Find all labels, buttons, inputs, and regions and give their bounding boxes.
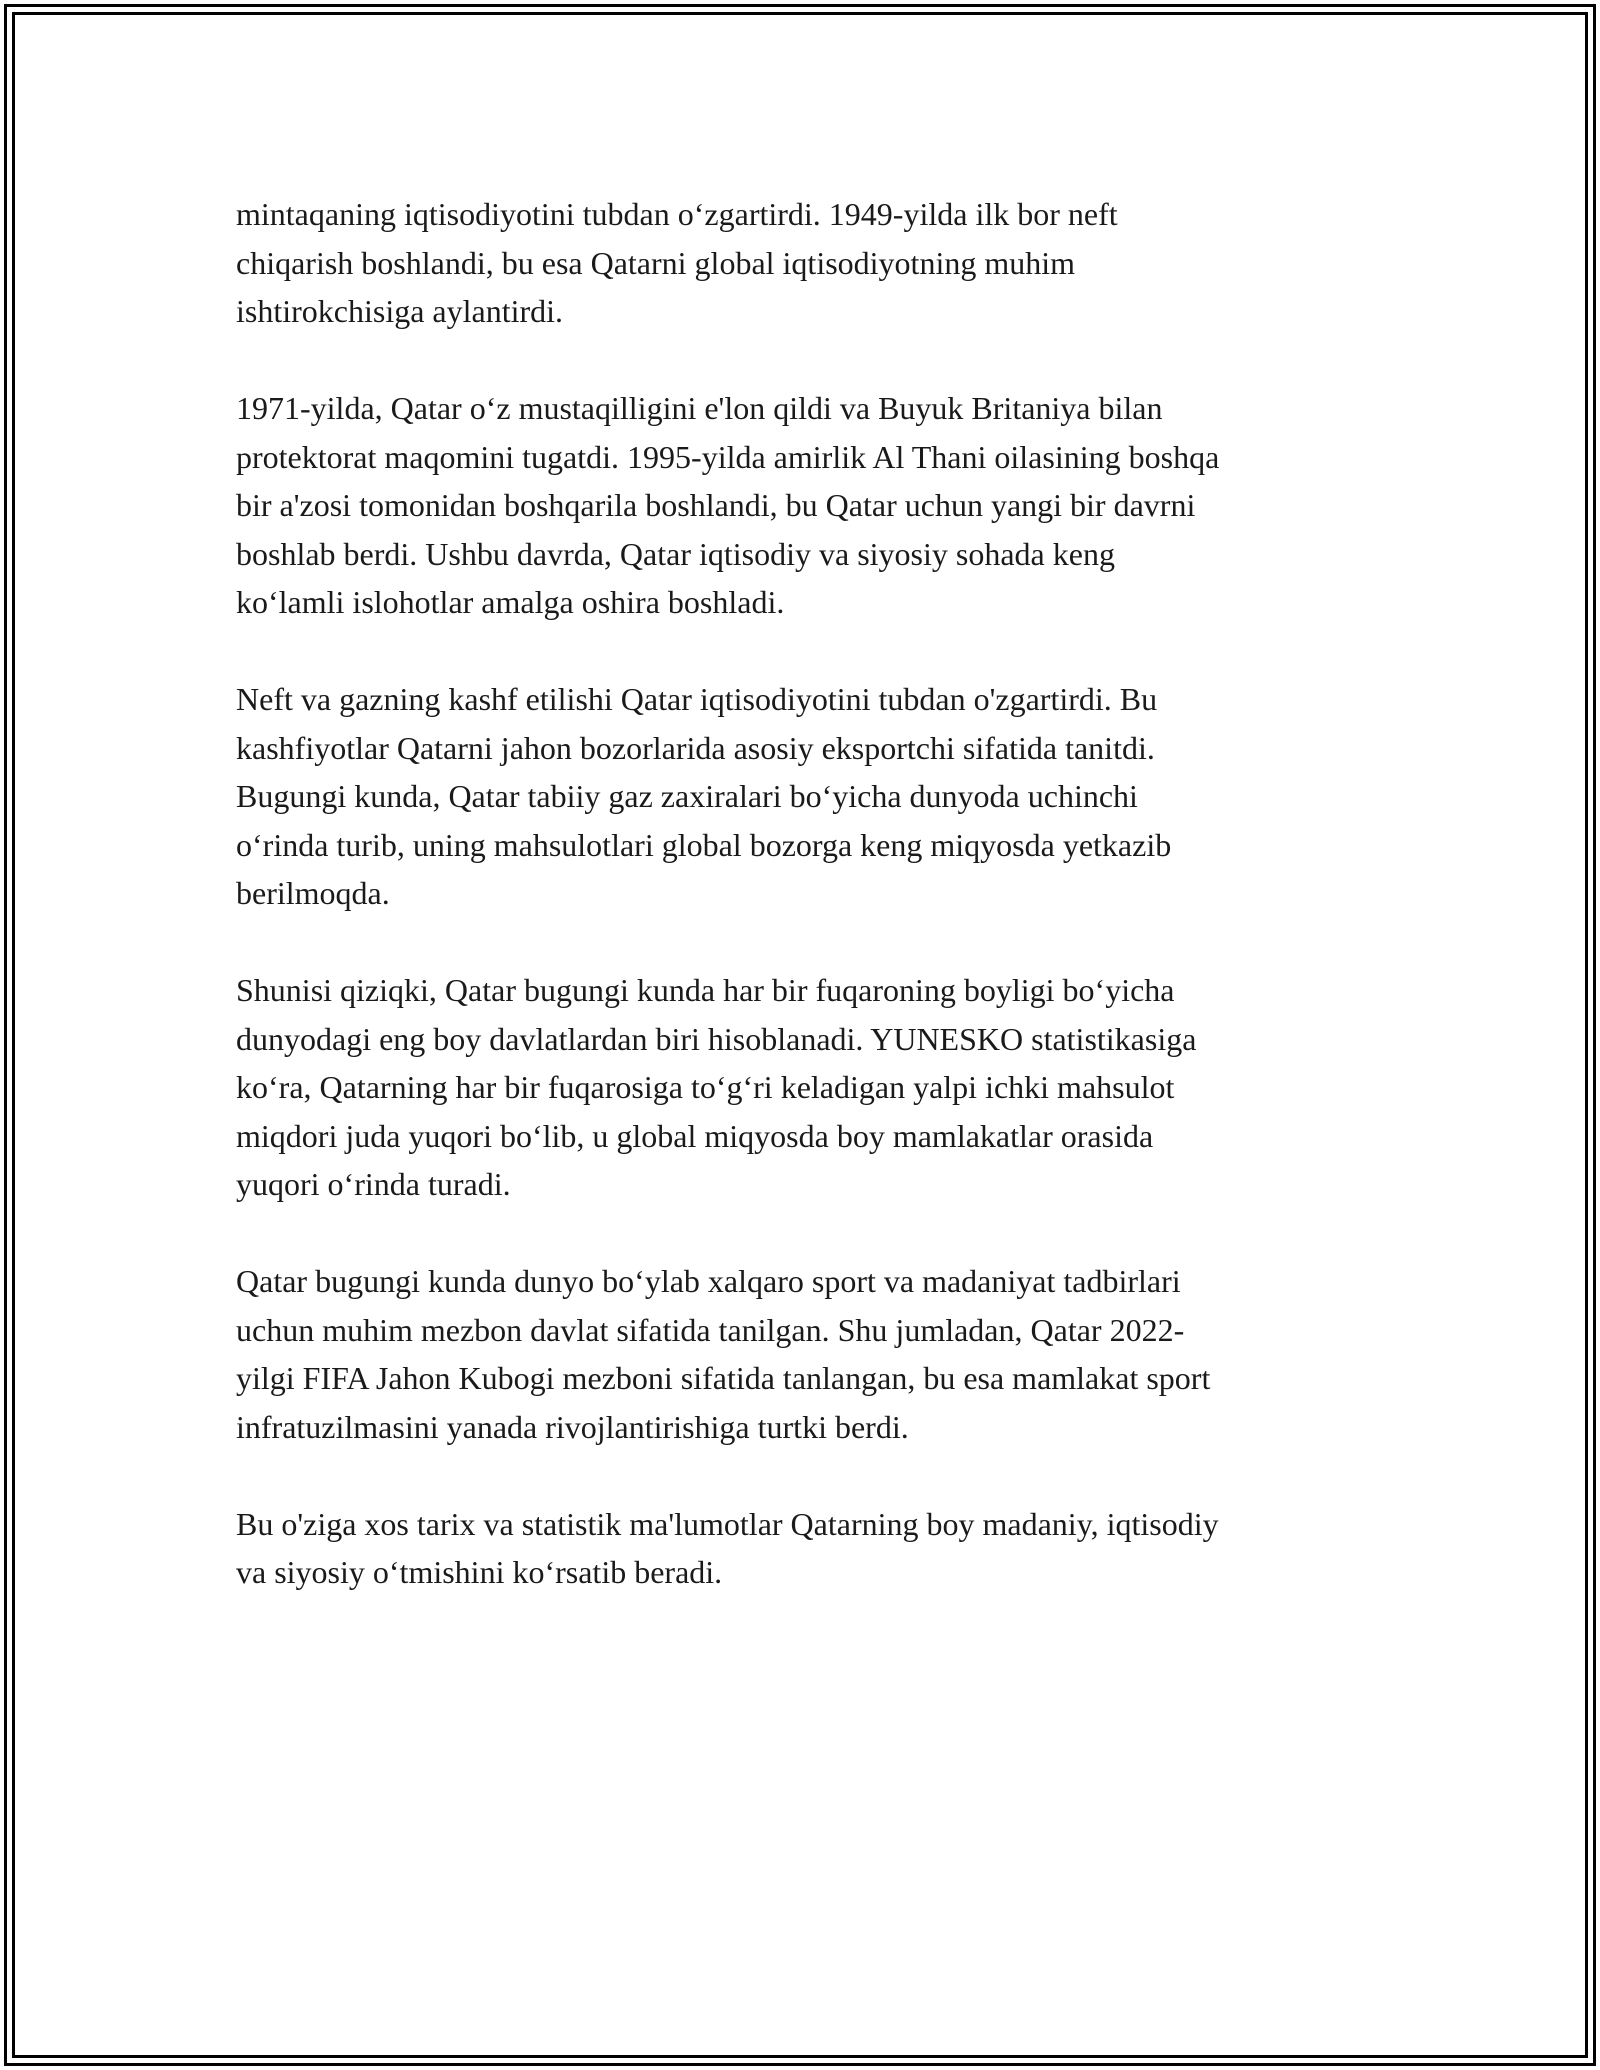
text-line: va siyosiy o‘tmishini ko‘rsatib beradi. [236, 1554, 723, 1590]
text-line: kashfiyotlar Qatarni jahon bozorlarida asosiy eksportchi sifatida tanitdi. [236, 729, 1155, 766]
paragraph-2 [236, 384, 1396, 627]
text-line: bir a'zosi tomonidan boshqarila boshlandi, bu Qatar uchun yangi bir davrni [236, 487, 1196, 523]
text-line: berilmoqda. [236, 875, 390, 911]
text-line: infratuzilmasini yanada rivojlantirishiga turtki berdi. [236, 1408, 909, 1445]
document-body [236, 190, 1396, 1645]
text-line: ko‘ra, Qatarning har bir fuqarosiga to‘g‘ri keladigan yalpi ichki mahsulot [236, 1069, 1175, 1105]
text-line: ishtirokchisiga aylantirdi. [236, 293, 564, 329]
paragraph-1 [236, 190, 1396, 336]
text-line: boshlab berdi. Ushbu davrda, Qatar iqtisodiy va siyosiy sohada keng [236, 535, 1115, 572]
text-line: Qatar bugungi kunda dunyo bo‘ylab xalqaro sport va madaniyat tadbirlari [236, 1263, 1181, 1299]
text-line: o‘rinda turib, uning mahsulotlari global bozorga keng miqyosda yetkazib [236, 826, 1172, 863]
text-line: miqdori juda yuqori bo‘lib, u global miqyosda boy mamlakatlar orasida [236, 1117, 1154, 1154]
paragraph-5 [236, 1257, 1396, 1451]
text-line: ko‘lamli islohotlar amalga oshira boshladi. [236, 584, 785, 620]
paragraph-3 [236, 675, 1396, 918]
paragraph-6 [236, 1500, 1396, 1597]
text-line: Bu o'ziga xos tarix va statistik ma'lumotlar Qatarning boy madaniy, iqtisodiy [236, 1505, 1219, 1542]
text-line: Bugungi kunda, Qatar tabiiy gaz zaxiralari bo‘yicha dunyoda uchinchi [236, 778, 1138, 814]
text-line: uchun muhim mezbon davlat sifatida tanilgan. Shu jumladan, Qatar 2022- [236, 1311, 1185, 1348]
text-line: Neft va gazning kashf etilishi Qatar iqtisodiyotini tubdan o'zgartirdi. Bu [236, 681, 1158, 717]
text-line: 1971-yilda, Qatar o‘z mustaqilligini e'lon qildi va Buyuk Britaniya bilan [236, 390, 1163, 426]
text-line: dunyodagi eng boy davlatlardan biri hisoblanadi. YUNESKO statistikasiga [236, 1020, 1197, 1057]
text-line: chiqarish boshlandi, bu esa Qatarni global iqtisodiyotning muhim [236, 244, 1075, 281]
text-line: yuqori o‘rinda turadi. [236, 1166, 511, 1202]
text-line: yilgi FIFA Jahon Kubogi mezboni sifatida tanlangan, bu esa mamlakat sport [236, 1360, 1211, 1396]
text-line: protektorat maqomini tugatdi. 1995-yilda amirlik Al Thani oilasining boshqa [236, 438, 1220, 475]
text-line: mintaqaning iqtisodiyotini tubdan o‘zgartirdi. 1949-yilda ilk bor neft [236, 196, 1118, 232]
paragraph-4 [236, 966, 1396, 1209]
text-line: Shunisi qiziqki, Qatar bugungi kunda har bir fuqaroning boyligi bo‘yicha [236, 972, 1175, 1008]
